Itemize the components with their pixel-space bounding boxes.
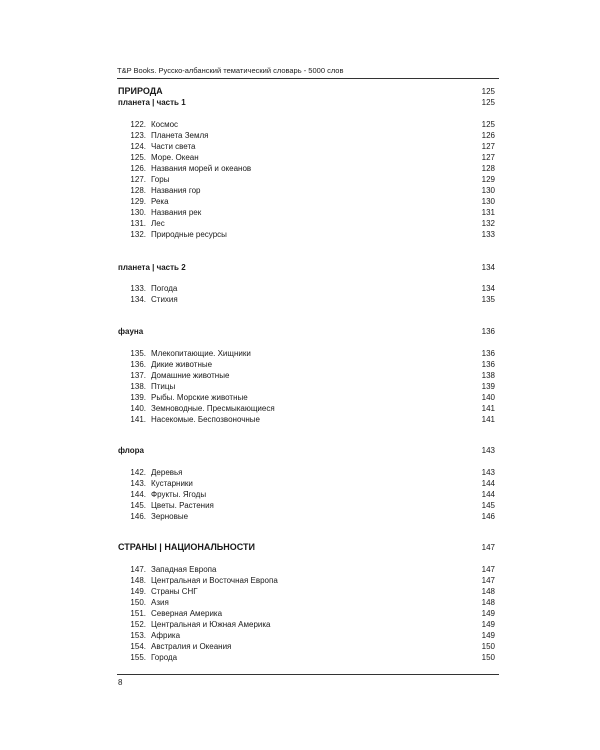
toc-entry-page: 129 (481, 175, 495, 184)
toc-entry-number: 139. (130, 393, 146, 402)
toc-entry-page: 131 (481, 208, 495, 217)
toc-entry-title: Города (151, 653, 178, 662)
toc-entry-number: 152. (130, 620, 146, 629)
toc-entry-page: 134 (481, 284, 495, 293)
toc-entry-page: 143 (481, 468, 495, 477)
toc-entry-title: Дикие животные (151, 360, 213, 369)
toc-heading-title: планета | часть 1 (118, 98, 186, 107)
toc-entry-number: 129. (130, 197, 146, 206)
toc-entry-number: 145. (130, 501, 146, 510)
toc-heading-page: 147 (481, 543, 495, 552)
toc-entry-title: Земноводные. Пресмыкающиеся (151, 404, 275, 413)
toc-entry-page: 132 (481, 219, 495, 228)
toc-entry-page: 149 (481, 620, 495, 629)
toc-entry-title: Горы (151, 175, 170, 184)
toc-entry-number: 127. (130, 175, 146, 184)
toc-entry-number: 126. (130, 164, 146, 173)
toc-entry-title: Домашние животные (151, 371, 230, 380)
toc-entry-page: 149 (481, 609, 495, 618)
toc-entry-page: 141 (481, 404, 495, 413)
toc-entry-page: 146 (481, 512, 495, 521)
toc-entry-title: Природные ресурсы (151, 230, 227, 239)
toc-entry-title: Река (151, 197, 169, 206)
toc-entry-number: 153. (130, 631, 146, 640)
toc-heading-strany[interactable] (118, 542, 495, 553)
toc-entry-title: Части света (151, 142, 196, 151)
toc-entry-number: 154. (130, 642, 146, 651)
toc-heading-title: фауна (118, 327, 144, 336)
toc-entry-number: 130. (130, 208, 146, 217)
toc-entry[interactable] (118, 500, 495, 511)
toc-entry-number: 150. (130, 598, 146, 607)
toc-entry[interactable] (118, 392, 495, 403)
toc-entry[interactable] (118, 652, 495, 663)
toc-entry-page: 130 (481, 197, 495, 206)
toc-heading-fauna[interactable] (118, 326, 495, 337)
toc-heading-page: 136 (481, 327, 495, 336)
toc-entry-number: 142. (130, 468, 146, 477)
toc-entry-page: 144 (481, 479, 495, 488)
toc-entry-title: Названия гор (151, 186, 201, 195)
toc-entry[interactable] (118, 489, 495, 500)
toc-entry-number: 136. (130, 360, 146, 369)
toc-heading-title: СТРАНЫ | НАЦИОНАЛЬНОСТИ (118, 542, 255, 552)
toc-entry-page: 149 (481, 631, 495, 640)
toc-entry-page: 148 (481, 587, 495, 596)
toc-entry-title: Северная Америка (151, 609, 223, 618)
toc-entry-page: 127 (481, 153, 495, 162)
toc-entry-title: Центральная и Южная Америка (151, 620, 271, 629)
toc-entry[interactable] (118, 597, 495, 608)
toc-entry[interactable] (118, 641, 495, 652)
toc-entry-number: 151. (130, 609, 146, 618)
toc-entry-number: 124. (130, 142, 146, 151)
toc-entry-number: 144. (130, 490, 146, 499)
toc-entry-page: 130 (481, 186, 495, 195)
toc-entry-page: 138 (481, 371, 495, 380)
toc-entry[interactable] (118, 348, 495, 359)
toc-entry-number: 131. (130, 219, 146, 228)
toc-entry[interactable] (118, 403, 495, 414)
toc-heading-page: 125 (481, 87, 495, 96)
toc-entry[interactable] (118, 283, 495, 294)
toc-entry-page: 125 (481, 120, 495, 129)
toc-entry-number: 137. (130, 371, 146, 380)
toc-entry-title: Погода (151, 284, 178, 293)
toc-heading-page: 143 (481, 446, 495, 455)
toc-entry-number: 135. (130, 349, 146, 358)
toc-entry[interactable] (118, 174, 495, 185)
toc-heading-planeta-2[interactable] (118, 262, 495, 273)
toc-entry[interactable] (118, 185, 495, 196)
toc-entry[interactable] (118, 467, 495, 478)
toc-entry-number: 148. (130, 576, 146, 585)
page-number: 8 (118, 678, 123, 687)
toc-entry-title: Цветы. Растения (151, 501, 214, 510)
toc-entry-title: Названия морей и океанов (151, 164, 252, 173)
toc-entry-number: 140. (130, 404, 146, 413)
toc-entry-title: Азия (151, 598, 169, 607)
toc-entry-title: Лес (151, 219, 165, 228)
toc-heading-title: ПРИРОДА (118, 86, 163, 96)
toc-entry-title: Насекомые. Беспозвоночные (151, 415, 261, 424)
toc-entry-page: 126 (481, 131, 495, 140)
toc-entry-title: Западная Европа (151, 565, 217, 574)
toc-entry[interactable] (118, 218, 495, 229)
toc-entry-number: 122. (130, 120, 146, 129)
toc-entry-page: 139 (481, 382, 495, 391)
toc-entry-title: Млекопитающие. Хищники (151, 349, 251, 358)
toc-entry-title: Море. Океан (151, 153, 199, 162)
running-header: T&P Books. Русско-албанский тематический словарь - 5000 слов (117, 66, 344, 75)
toc-entry-page: 144 (481, 490, 495, 499)
toc-entry[interactable] (118, 152, 495, 163)
toc-entry-number: 133. (130, 284, 146, 293)
toc-entry[interactable] (118, 119, 495, 130)
toc-heading-page: 125 (481, 98, 495, 107)
toc-entry-title: Рыбы. Морские животные (151, 393, 248, 402)
toc-entry-number: 147. (130, 565, 146, 574)
toc-entry-title: Названия рек (151, 208, 202, 217)
toc-entry[interactable] (118, 575, 495, 586)
toc-entry[interactable] (118, 294, 495, 305)
toc-entry-number: 149. (130, 587, 146, 596)
toc-entry-number: 134. (130, 295, 146, 304)
toc-entry-title: Зерновые (151, 512, 189, 521)
toc-entry-title: Деревья (151, 468, 183, 477)
toc-entry-number: 132. (130, 230, 146, 239)
toc-entry-title: Африка (151, 631, 181, 640)
toc-entry-page: 140 (481, 393, 495, 402)
toc-entry-title: Центральная и Восточная Европа (151, 576, 278, 585)
toc-entry-title: Страны СНГ (151, 587, 198, 596)
toc-entry[interactable] (118, 141, 495, 152)
toc-entry-page: 150 (481, 642, 495, 651)
toc-entry[interactable] (118, 207, 495, 218)
toc-entry[interactable] (118, 229, 495, 240)
toc-entry-title: Фрукты. Ягоды (151, 490, 207, 499)
toc-heading-page: 134 (481, 263, 495, 272)
toc-entry[interactable] (118, 196, 495, 207)
toc-entry-number: 143. (130, 479, 146, 488)
toc-entry-title: Космос (151, 120, 179, 129)
toc-entry-page: 141 (481, 415, 495, 424)
toc-entry-number: 141. (130, 415, 146, 424)
toc-entry[interactable] (118, 163, 495, 174)
toc-entry-page: 136 (481, 349, 495, 358)
toc-subheading-planeta-1[interactable] (118, 97, 495, 108)
toc-entry-number: 146. (130, 512, 146, 521)
toc-heading-flora[interactable] (118, 445, 495, 456)
toc-entry-page: 147 (481, 576, 495, 585)
toc-entry[interactable] (118, 478, 495, 489)
toc-entry-number: 138. (130, 382, 146, 391)
toc-entry[interactable] (118, 564, 495, 575)
toc-entry[interactable] (118, 586, 495, 597)
toc-entry[interactable] (118, 414, 495, 425)
toc-entry-number: 123. (130, 131, 146, 140)
toc-entry[interactable] (118, 381, 495, 392)
toc-entry[interactable] (118, 630, 495, 641)
toc-entry[interactable] (118, 370, 495, 381)
toc-entry-page: 148 (481, 598, 495, 607)
toc-entry-page: 128 (481, 164, 495, 173)
toc-entry-title: Кустарники (151, 479, 193, 488)
toc-entry[interactable] (118, 608, 495, 619)
toc-entry[interactable] (118, 359, 495, 370)
footer-divider (117, 674, 499, 675)
toc-entry-number: 128. (130, 186, 146, 195)
toc-heading-title: планета | часть 2 (118, 263, 186, 272)
toc-entry-page: 127 (481, 142, 495, 151)
toc-entry-page: 133 (481, 230, 495, 239)
toc-entry[interactable] (118, 511, 495, 522)
toc-entry-page: 136 (481, 360, 495, 369)
toc-entry-number: 125. (130, 153, 146, 162)
toc-entry[interactable] (118, 130, 495, 141)
toc-heading-title: флора (118, 446, 144, 455)
toc-entry-page: 150 (481, 653, 495, 662)
toc-heading-priroda[interactable] (118, 86, 495, 97)
toc-entry-page: 135 (481, 295, 495, 304)
toc-entry-page: 147 (481, 565, 495, 574)
toc-entry-title: Планета Земля (151, 131, 209, 140)
toc-entry-number: 155. (130, 653, 146, 662)
toc-entry[interactable] (118, 619, 495, 630)
toc-entry-title: Стихия (151, 295, 178, 304)
toc-entry-title: Птицы (151, 382, 176, 391)
toc-entry-page: 145 (481, 501, 495, 510)
toc-entry-title: Австралия и Океания (151, 642, 232, 651)
